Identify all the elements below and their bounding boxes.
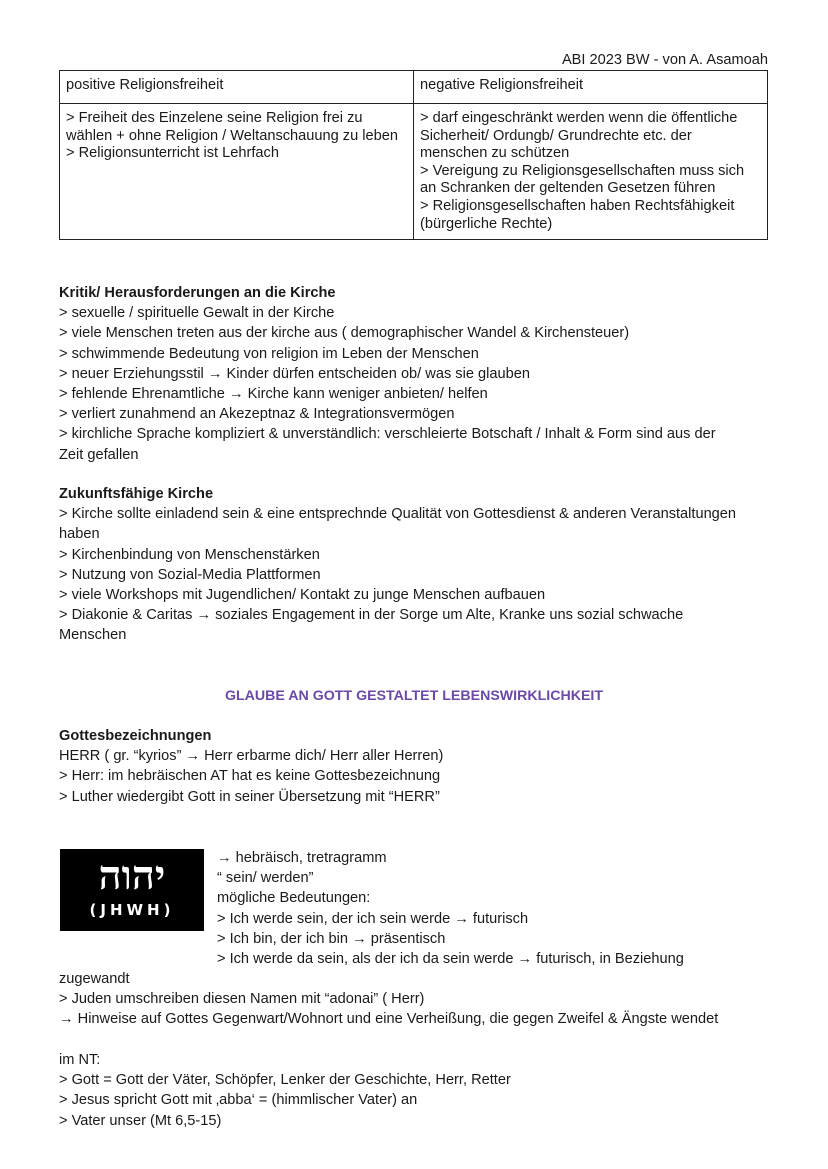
table-cell-line: > Freiheit des Einzelene seine Religion frei zu bbox=[66, 110, 363, 126]
nt-section bbox=[59, 1050, 774, 1131]
table-cell-line: > Religionsunterricht ist Lehrfach bbox=[66, 145, 279, 162]
table-header-row bbox=[60, 71, 768, 104]
gottes-line: > Luther wiedergibt Gott in seiner Übersetzung mit “HERR” bbox=[59, 788, 440, 805]
jhwh-line: “ sein/ werden” bbox=[217, 870, 314, 887]
table-cell-line: an Schranken der geltenden Gesetzen führen bbox=[420, 180, 716, 197]
gottes-heading: Gottesbezeichnungen bbox=[59, 728, 212, 744]
jhwh-after-line: zugewandt bbox=[59, 971, 130, 987]
zukunft-heading: Zukunftsfähige Kirche bbox=[59, 486, 214, 502]
nt-line: > Jesus spricht Gott mit ‚abba‘ = (himmlischer Vater) an bbox=[59, 1092, 418, 1109]
kritik-line: > schwimmende Bedeutung von religion im Leben der Menschen bbox=[59, 345, 479, 362]
table-cell-positive bbox=[60, 104, 414, 240]
jhwh-description bbox=[217, 848, 684, 969]
table-cell-line: (bürgerliche Rechte) bbox=[420, 215, 553, 232]
jhwh-after-line: → Hinweise auf Gottes Gegenwart/Wohnort und eine Verheißung, die gegen Zweifel & Ängste wendet bbox=[59, 1011, 719, 1028]
jhwh-line: > Ich werde da sein, als der ich da sein werde → futurisch, in Beziehung bbox=[217, 951, 684, 968]
religionsfreiheit-table bbox=[59, 70, 768, 240]
table-row bbox=[60, 104, 768, 240]
zukunft-line: > Kirche sollte einladend sein & eine entsprechnde Qualität von Gottesdienst & anderen Veranstaltungen bbox=[59, 506, 737, 523]
table-header-positive: positive Religionsfreiheit bbox=[60, 71, 414, 104]
jhwh-line: → hebräisch, tretragramm bbox=[217, 850, 387, 866]
zukunft-line: Menschen bbox=[59, 627, 127, 644]
zukunft-line: > Kirchenbindung von Menschenstärken bbox=[59, 546, 320, 563]
jhwh-line: > Ich werde sein, der ich sein werde → futurisch bbox=[217, 910, 529, 927]
jhwh-latin-text: (JHWH) bbox=[89, 901, 175, 919]
table-cell-negative bbox=[414, 104, 768, 240]
table-cell-line: Sicherheit/ Ordungb/ Grundrechte etc. der bbox=[420, 127, 692, 144]
zukunft-line: haben bbox=[59, 526, 100, 543]
jhwh-hebrew-text: יהוה bbox=[98, 852, 166, 899]
kritik-line: > fehlende Ehrenamtliche → Kirche kann weniger anbieten/ helfen bbox=[59, 386, 488, 403]
table-header-negative: negative Religionsfreiheit bbox=[414, 71, 768, 104]
gottes-line: HERR ( gr. “kyrios” → Herr erbarme dich/ Herr aller Herren) bbox=[59, 748, 444, 765]
zukunft-line: > Nutzung von Sozial-Media Plattformen bbox=[59, 566, 321, 583]
section-heading: GLAUBE AN GOTT GESTALTET LEBENSWIRKLICHKEIT bbox=[224, 688, 604, 704]
nt-line: > Gott = Gott der Väter, Schöpfer, Lenker der Geschichte, Herr, Retter bbox=[59, 1072, 511, 1089]
table-cell-line: > darf eingeschränkt werden wenn die öffentliche bbox=[420, 110, 738, 126]
nt-line: > Vater unser (Mt 6,5-15) bbox=[59, 1112, 222, 1129]
jhwh-continuation bbox=[59, 969, 774, 1030]
nt-heading: im NT: bbox=[59, 1052, 101, 1068]
gottes-line: > Herr: im hebräischen AT hat es keine Gottesbezeichnung bbox=[59, 768, 441, 785]
kritik-heading: Kritik/ Herausforderungen an die Kirche bbox=[59, 285, 336, 301]
zukunft-line: > viele Workshops mit Jugendlichen/ Kontakt zu junge Menschen aufbauen bbox=[59, 587, 546, 604]
zukunft-line: > Diakonie & Caritas → soziales Engagement in der Sorge um Alte, Kranke uns sozial schwache bbox=[59, 607, 684, 624]
table-cell-line: wählen + ohne Religion / Weltanschauung zu leben bbox=[66, 127, 398, 144]
jhwh-after-line: > Juden umschreiben diesen Namen mit “adonai” ( Herr) bbox=[59, 991, 425, 1008]
jhwh-logo-image bbox=[60, 849, 204, 931]
kritik-line: > verliert zunahmend an Akezeptnaz & Integrationsvermögen bbox=[59, 406, 455, 423]
kritik-section bbox=[59, 283, 774, 465]
kritik-line: > sexuelle / spirituelle Gewalt in der Kirche bbox=[59, 305, 335, 322]
table-cell-line: > Religionsgesellschaften haben Rechtsfähigkeit bbox=[420, 197, 735, 214]
kritik-line: > viele Menschen treten aus der kirche aus ( demographischer Wandel & Kirchensteuer) bbox=[59, 325, 630, 342]
kritik-line: Zeit gefallen bbox=[59, 446, 139, 463]
kritik-line: > neuer Erziehungsstil → Kinder dürfen entscheiden ob/ was sie glauben bbox=[59, 365, 530, 382]
table-cell-line: menschen zu schützen bbox=[420, 145, 570, 162]
zukunft-section bbox=[59, 484, 774, 646]
table-cell-line: > Vereigung zu Religionsgesellschaften muss sich bbox=[420, 162, 745, 179]
jhwh-line: mögliche Bedeutungen: bbox=[217, 890, 371, 907]
page-header: ABI 2023 BW - von A. Asamoah bbox=[561, 52, 768, 68]
gottes-section bbox=[59, 726, 774, 807]
jhwh-line: > Ich bin, der ich bin → präsentisch bbox=[217, 930, 446, 947]
kritik-line: > kirchliche Sprache kompliziert & unverständlich: verschleierte Botschaft / Inhalt & Form sind aus der bbox=[59, 426, 716, 443]
